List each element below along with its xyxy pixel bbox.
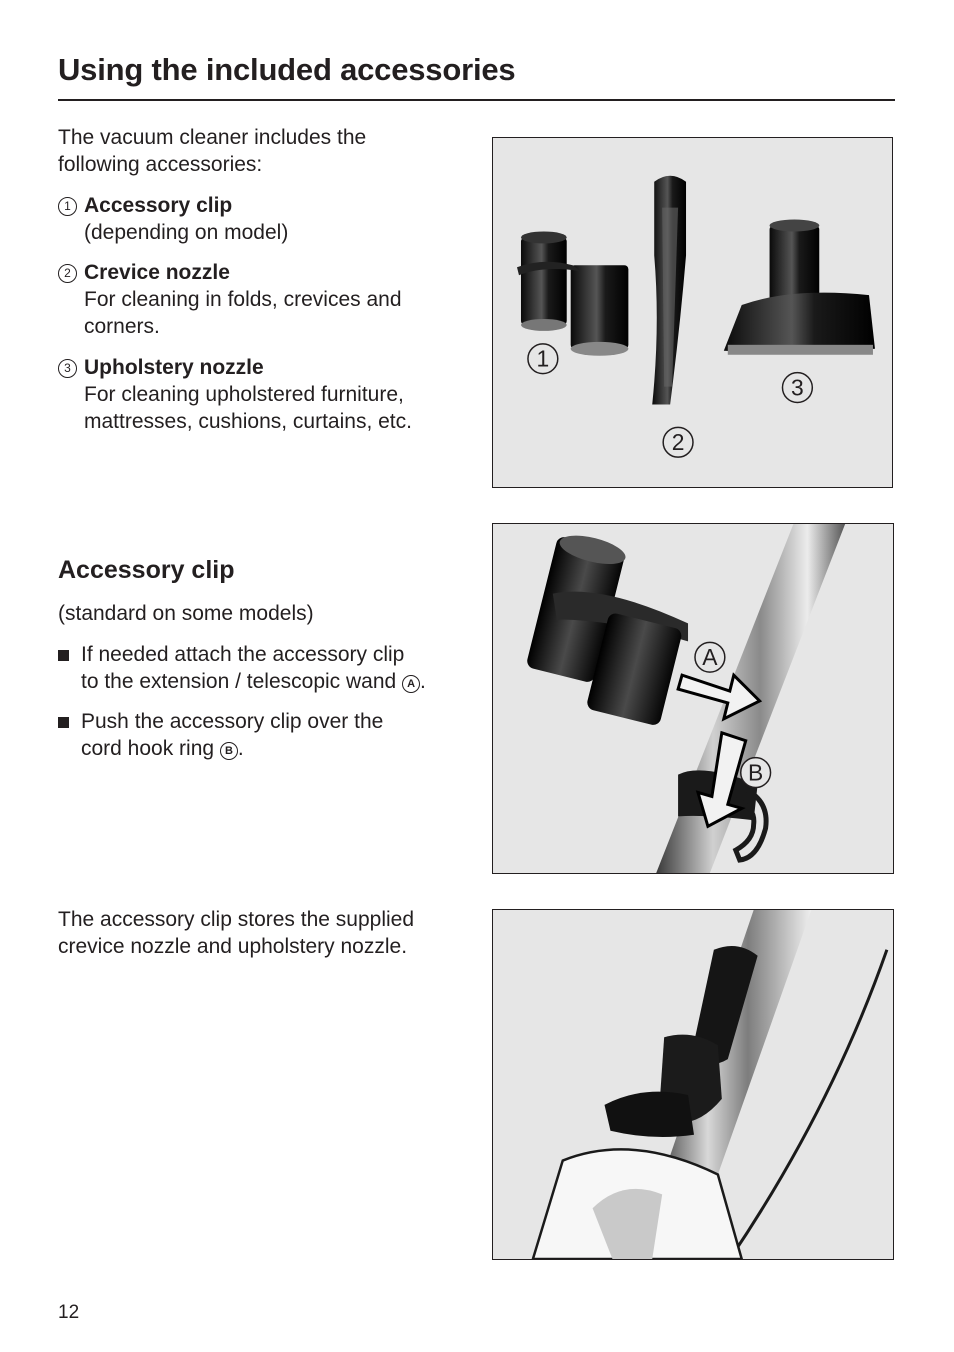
stored-accessories-illustration [493,910,893,1259]
storage-line-1: The accessory clip stores the supplied [58,908,415,931]
section-subtitle: (standard on some models) [58,602,314,625]
instruction-step: Push the accessory clip over the cord hook ring B . [58,708,383,762]
attach-clip-illustration [493,524,893,873]
upholstery-nozzle-drawing [724,220,875,355]
item-number-badge: 1 [58,197,77,216]
clip-drawing [526,530,688,726]
item-number-badge: 2 [58,264,77,283]
item-number-badge: 3 [58,359,77,378]
accessory-clip-drawing [517,231,628,355]
intro-line-1: The vacuum cleaner includes the [58,126,367,149]
item-description: corners. [84,315,160,338]
item-name: Crevice nozzle [84,261,230,284]
accessory-item-upholstery [58,354,412,435]
figure-attach-clip [492,523,894,874]
item-description: mattresses, cushions, curtains, etc. [84,410,412,433]
accessory-item-crevice [58,259,402,340]
item-description: For cleaning in folds, crevices and [84,288,402,311]
figure-label-a: A [702,644,718,671]
figure-label-3: 3 [791,374,804,401]
item-name: Upholstery nozzle [84,356,264,379]
instruction-step: If needed attach the accessory clip to the extension / telescopic wand A . [58,641,426,695]
item-description: For cleaning upholstered furniture, [84,383,404,406]
figure-stored-accessories [492,909,894,1260]
figure-label-b: B [748,759,764,786]
crevice-nozzle-drawing [652,176,686,405]
figure-label-1: 1 [536,345,550,372]
reference-badge: A [402,675,420,693]
page-number: 12 [58,1302,80,1323]
item-description: (depending on model) [84,221,289,244]
intro-line-2: following accessories: [58,153,263,176]
page-title: Using the included accessories [58,52,516,87]
accessory-item-clip [58,192,288,246]
item-name: Accessory clip [84,194,233,217]
figure-accessories [492,137,893,488]
title-rule [58,99,895,101]
bullet-square-icon [58,650,69,661]
upholstery-nozzle-drawing [605,1092,694,1137]
bullet-square-icon [58,717,69,728]
figure-label-2: 2 [671,429,685,456]
storage-line-2: crevice nozzle and upholstery nozzle. [58,935,408,958]
accessories-illustration [493,138,892,487]
section-heading: Accessory clip [58,556,235,584]
reference-badge: B [220,742,238,760]
